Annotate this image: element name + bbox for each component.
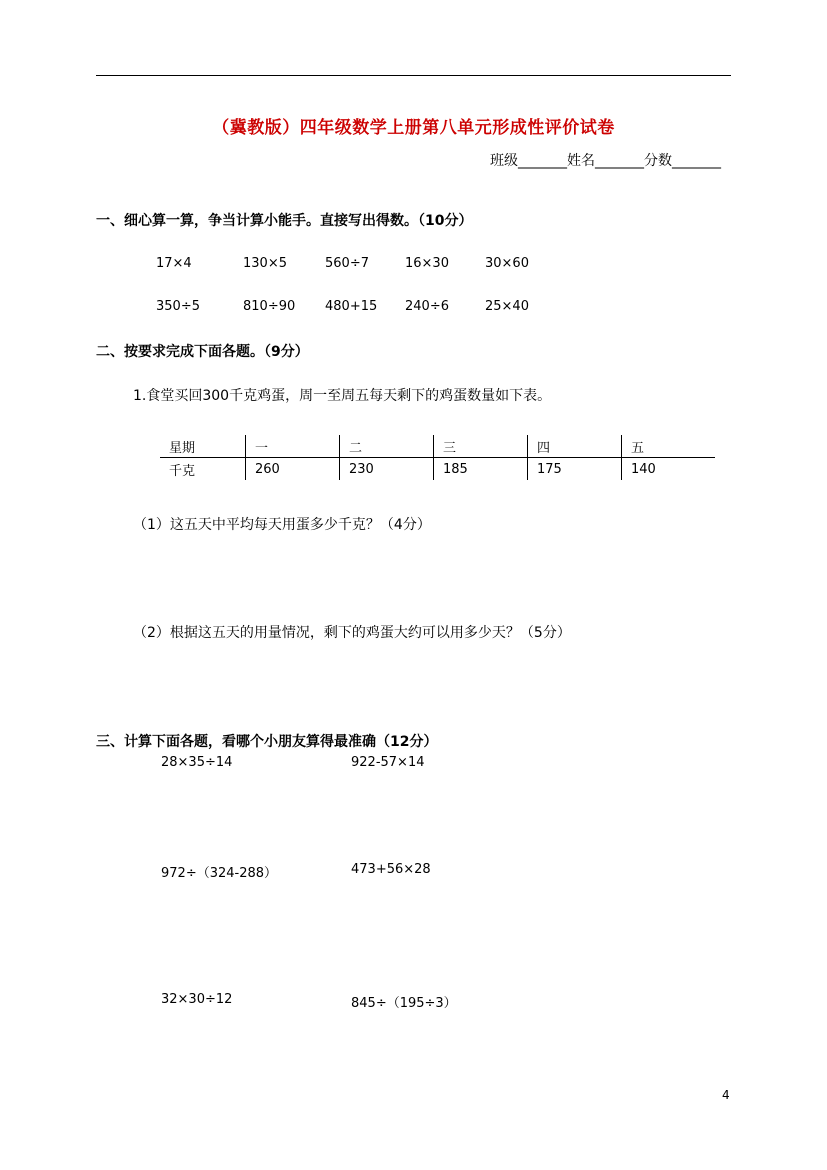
- calc-item: 473+56×28: [351, 862, 431, 877]
- calc-item: 810÷90: [243, 299, 296, 314]
- table-cell: 星期: [160, 435, 246, 458]
- table-cell: 千克: [169, 463, 196, 479]
- calc-item: 845÷（195÷3）: [351, 996, 457, 1011]
- table-cell: 230: [340, 458, 434, 481]
- table-cell: 260: [246, 458, 340, 481]
- calc-item: 350÷5: [156, 299, 200, 314]
- calc-item: 240÷6: [405, 299, 449, 314]
- table-cell: 五: [622, 435, 716, 458]
- calc-item: 25×40: [485, 299, 529, 314]
- problem-statement: 1.食堂买回300千克鸡蛋，周一至周五每天剩下的鸡蛋数量如下表。: [133, 388, 552, 404]
- table-cell: 二: [340, 435, 434, 458]
- calc-item: 17×4: [156, 256, 192, 271]
- egg-table: [160, 435, 715, 480]
- calc-item: 972÷（324-288）: [161, 866, 278, 881]
- table-cell: 四: [528, 435, 622, 458]
- calc-item: 30×60: [485, 256, 529, 271]
- calc-item: 922-57×14: [351, 755, 425, 770]
- table-cell: 一: [246, 435, 340, 458]
- table-cell: 三: [434, 435, 528, 458]
- section2-heading: 二、按要求完成下面各题。（9分）: [96, 344, 309, 360]
- calc-item: 32×30÷12: [161, 992, 233, 1007]
- page-number: 4: [722, 1088, 730, 1102]
- question-2: （2）根据这五天的用量情况，剩下的鸡蛋大约可以用多少天？（5分）: [133, 625, 571, 641]
- section1-heading: 一、细心算一算，争当计算小能手。直接写出得数。（10分）: [96, 213, 473, 229]
- page-title: （冀教版）四年级数学上册第八单元形成性评价试卷: [212, 118, 615, 138]
- student-info-line: 班级_______姓名_______分数_______: [490, 153, 721, 169]
- calc-item: 480+15: [325, 299, 378, 314]
- top-rule: [96, 75, 731, 76]
- table-row: [160, 458, 715, 481]
- calc-item: 130×5: [243, 256, 287, 271]
- table-cell: 140: [622, 458, 716, 481]
- calc-item: 560÷7: [325, 256, 369, 271]
- calc-item: 16×30: [405, 256, 449, 271]
- question-1: （1）这五天中平均每天用蛋多少千克？（4分）: [133, 517, 431, 533]
- table-cell: 185: [434, 458, 528, 481]
- table-header-row: [160, 435, 715, 458]
- section3-heading: 三、计算下面各题，看哪个小朋友算得最准确（12分）: [96, 734, 438, 750]
- table-cell: 175: [528, 458, 622, 481]
- calc-item: 28×35÷14: [161, 755, 233, 770]
